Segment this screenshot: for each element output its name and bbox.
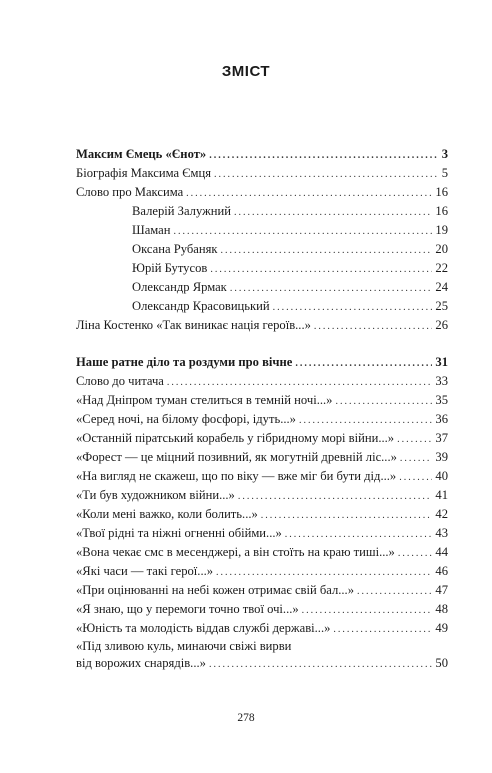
toc-section-1 — [76, 145, 448, 335]
toc-entry-text-line2: від ворожих снарядів...» — [76, 656, 206, 670]
toc-leader-dots — [186, 184, 432, 203]
toc-entry-text: Олександр Ярмак — [132, 280, 227, 294]
toc-entry-page: 47 — [435, 583, 448, 597]
toc-leader-dots — [335, 392, 432, 411]
toc-entry-text: Юрій Бутусов — [132, 261, 208, 275]
toc-leader-dots — [400, 449, 433, 468]
toc-entry[interactable] — [76, 562, 448, 581]
toc-leader-dots — [314, 317, 433, 336]
toc-entry-text: Біографія Максима Ємця — [76, 166, 212, 180]
toc-leader-dots — [398, 544, 433, 563]
toc-entry-page: 25 — [435, 299, 448, 313]
toc-entry[interactable] — [76, 410, 448, 429]
toc-leader-dots — [357, 582, 432, 601]
toc-entry-multiline[interactable] — [76, 638, 448, 672]
toc-entry-text: Олександр Красовицький — [132, 299, 270, 313]
toc-entry-text: «Форест — це міцний позивний, як могутній древній ліс...» — [76, 450, 397, 464]
toc-leader-dots — [209, 656, 432, 673]
toc-entry-text: «Над Дніпром туман стелиться в темній ночі...» — [76, 393, 333, 407]
toc-entry[interactable] — [76, 164, 448, 183]
toc-entry-page: 46 — [435, 564, 448, 578]
toc-entry-text: Ліна Костенко «Так виникає нація героїв...» — [76, 318, 311, 332]
toc-entry-page: 5 — [441, 166, 448, 180]
toc-entry-page: 31 — [435, 355, 448, 369]
toc-leader-dots — [302, 601, 433, 620]
toc-section-2 — [76, 353, 448, 638]
toc-entry[interactable] — [76, 581, 448, 600]
toc-entry[interactable] — [76, 353, 448, 372]
toc-entry-text: «Останній піратський корабель у гібридному морі війни...» — [76, 431, 395, 445]
table-of-contents — [76, 145, 448, 672]
toc-entry[interactable] — [76, 183, 448, 202]
toc-entry-page: 20 — [435, 242, 448, 256]
toc-leader-dots — [333, 620, 432, 639]
toc-entry-page: 33 — [435, 374, 448, 388]
toc-entry[interactable] — [76, 221, 448, 240]
toc-leader-dots — [209, 146, 439, 165]
toc-entry-text: «Юність та молодість віддав службі державі...» — [76, 621, 331, 635]
toc-entry-page: 48 — [435, 602, 448, 616]
toc-entry-page: 35 — [435, 393, 448, 407]
toc-entry[interactable] — [76, 202, 448, 221]
toc-leader-dots — [299, 411, 432, 430]
toc-entry-page: 19 — [435, 223, 448, 237]
toc-entry-text: «Ти був художником війни...» — [76, 488, 235, 502]
toc-entry-text: «Твої рідні та ніжні огненні обійми...» — [76, 526, 282, 540]
toc-leader-dots — [285, 525, 433, 544]
toc-entry-text: «При оцінюванні на небі кожен отримає свій бал...» — [76, 583, 355, 597]
toc-entry[interactable] — [76, 448, 448, 467]
toc-entry-page: 3 — [441, 147, 448, 161]
toc-entry-text: «Серед ночі, на білому фосфорі, ідуть...» — [76, 412, 296, 426]
toc-leader-dots — [273, 298, 433, 317]
toc-entry-text: Наше ратне діло та роздуми про вічне — [76, 355, 293, 369]
toc-leader-dots — [230, 279, 433, 298]
page-title: ЗМІСТ — [221, 63, 271, 80]
toc-entry[interactable] — [76, 619, 448, 638]
toc-leader-dots — [221, 241, 433, 260]
toc-entry[interactable] — [76, 316, 448, 335]
toc-entry-page: 40 — [435, 469, 448, 483]
toc-entry[interactable] — [76, 278, 448, 297]
toc-entry[interactable] — [76, 467, 448, 486]
toc-entry-text: «Я знаю, що у перемоги точно твої очі...» — [76, 602, 299, 616]
toc-entry-page: 49 — [435, 621, 448, 635]
toc-leader-dots — [397, 430, 432, 449]
toc-entry-page: 41 — [435, 488, 448, 502]
toc-entry-page: 39 — [435, 450, 448, 464]
toc-leader-dots — [167, 373, 433, 392]
toc-entry-text: Слово про Максима — [76, 185, 184, 199]
toc-entry-text: Валерій Залужний — [132, 204, 232, 218]
toc-leader-dots — [214, 165, 439, 184]
toc-entry-page: 43 — [435, 526, 448, 540]
toc-entry[interactable] — [76, 600, 448, 619]
toc-entry-text: «На вигляд не скажеш, що по віку — вже міг би бути дід...» — [76, 469, 397, 483]
toc-entry-text: Слово до читача — [76, 374, 164, 388]
toc-entry-page: 50 — [435, 656, 448, 670]
toc-entry[interactable] — [76, 391, 448, 410]
toc-entry[interactable] — [76, 297, 448, 316]
toc-entry-text: Оксана Рубаняк — [132, 242, 218, 256]
toc-entry-page: 16 — [435, 204, 448, 218]
toc-entry-page: 37 — [435, 431, 448, 445]
toc-entry-page: 44 — [435, 545, 448, 559]
toc-entry-text: «Коли мені важко, коли болить...» — [76, 507, 258, 521]
toc-entry[interactable] — [76, 429, 448, 448]
toc-entry-page: 26 — [435, 318, 448, 332]
toc-leader-dots — [210, 260, 432, 279]
toc-entry[interactable] — [76, 486, 448, 505]
toc-leader-dots — [216, 563, 432, 582]
toc-leader-dots — [399, 468, 432, 487]
toc-entry-page: 36 — [435, 412, 448, 426]
toc-entry-page: 22 — [435, 261, 448, 275]
toc-entry[interactable] — [76, 145, 448, 164]
toc-entry[interactable] — [76, 543, 448, 562]
toc-entry[interactable] — [76, 259, 448, 278]
toc-entry[interactable] — [76, 505, 448, 524]
toc-leader-dots — [174, 222, 433, 241]
toc-entry[interactable] — [76, 524, 448, 543]
toc-entry-page: 42 — [435, 507, 448, 521]
toc-entry-text-line1: «Під зливою куль, минаючи свіжі вирви — [76, 639, 292, 653]
toc-entry-text: Шаман — [132, 223, 171, 237]
toc-entry[interactable] — [76, 240, 448, 259]
toc-entry-text: «Вона чекає смс в месенджері, а він стоїть на краю тиші...» — [76, 545, 395, 559]
toc-leader-dots — [295, 354, 432, 373]
toc-entry-text: Максим Ємець «Єнот» — [76, 147, 207, 161]
toc-entry-text: «Які часи — такі герої...» — [76, 564, 214, 578]
toc-leader-dots — [238, 487, 433, 506]
toc-entry-page: 24 — [435, 280, 448, 294]
toc-leader-dots — [234, 203, 432, 222]
page-number: 278 — [237, 712, 255, 724]
toc-entry[interactable] — [76, 372, 448, 391]
toc-leader-dots — [261, 506, 433, 525]
toc-entry-page: 16 — [435, 185, 448, 199]
